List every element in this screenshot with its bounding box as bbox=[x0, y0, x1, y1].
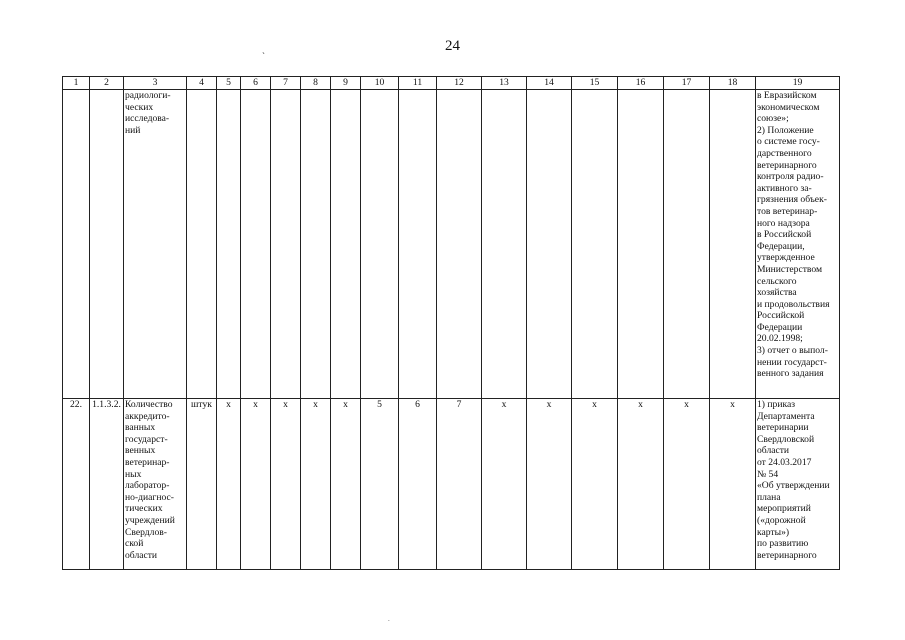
table-cell bbox=[301, 90, 331, 399]
value-cell: 6 bbox=[399, 399, 437, 570]
table-row-22 bbox=[63, 399, 840, 570]
cell-text-line: мероприятий bbox=[757, 503, 811, 515]
scan-speck: . bbox=[388, 615, 390, 623]
header-cell: 16 bbox=[618, 77, 664, 90]
value-cell: х bbox=[572, 399, 618, 570]
header-cell: 10 bbox=[361, 77, 399, 90]
page-number: 24 bbox=[445, 38, 460, 54]
table-cell bbox=[90, 90, 124, 399]
value-cell: 5 bbox=[361, 399, 399, 570]
cell-text-line: Департамента bbox=[757, 410, 815, 422]
cell-text-line: ветеринарии bbox=[757, 422, 809, 434]
header-cell: 3 bbox=[124, 77, 187, 90]
cell-text-line: тических bbox=[125, 503, 163, 515]
cell-text-line: в Евразийском bbox=[757, 90, 817, 101]
cell-text-line: ветеринарного bbox=[757, 159, 817, 171]
cell-text-line: Федерации bbox=[757, 321, 803, 333]
cell-text-line: карты») bbox=[757, 526, 790, 538]
header-cell: 6 bbox=[241, 77, 271, 90]
cell-text-line: ской bbox=[125, 538, 144, 550]
cell-text-line: радиологи- bbox=[125, 90, 171, 101]
cell-text-line: ветеринарного bbox=[757, 549, 817, 561]
cell-text-line: области bbox=[757, 445, 790, 457]
table-cell bbox=[482, 90, 527, 399]
item-code-cell: 1.1.3.2. bbox=[90, 399, 124, 570]
table-cell bbox=[664, 90, 710, 399]
header-cell: 9 bbox=[331, 77, 361, 90]
row-number-cell: 22. bbox=[63, 399, 90, 570]
cell-text-line: Федерации, bbox=[757, 240, 805, 252]
cell-text-line: учреждений bbox=[125, 514, 175, 526]
cell-text-line: венных bbox=[125, 445, 156, 457]
value-cell: х bbox=[527, 399, 572, 570]
header-cell: 7 bbox=[271, 77, 301, 90]
cell-text-line: лаборатор- bbox=[125, 480, 170, 492]
table-row-continuation bbox=[63, 90, 840, 399]
table-cell bbox=[331, 90, 361, 399]
source-document-cell bbox=[756, 399, 840, 570]
header-cell: 11 bbox=[399, 77, 437, 90]
table-cell bbox=[241, 90, 271, 399]
unit-cell: штук bbox=[187, 399, 217, 570]
header-cell: 5 bbox=[217, 77, 241, 90]
indicator-name-cell bbox=[124, 90, 187, 399]
cell-text-line: 2) Положение bbox=[757, 124, 814, 136]
table-cell bbox=[187, 90, 217, 399]
cell-text-line: («дорожной bbox=[757, 514, 806, 526]
cell-text-line: Министерством bbox=[757, 263, 823, 275]
table-cell bbox=[572, 90, 618, 399]
cell-text-line: о системе госу- bbox=[757, 136, 820, 148]
header-cell: 2 bbox=[90, 77, 124, 90]
cell-text-line: нении государст- bbox=[757, 356, 827, 368]
cell-text-line: дарственного bbox=[757, 147, 812, 159]
cell-text-line: ных bbox=[125, 468, 142, 480]
cell-text-line: государст- bbox=[125, 433, 168, 445]
cell-text-line: плана bbox=[757, 491, 781, 503]
header-cell: 13 bbox=[482, 77, 527, 90]
header-cell: 15 bbox=[572, 77, 618, 90]
table-cell bbox=[527, 90, 572, 399]
cell-text-line: Свердловской bbox=[757, 433, 815, 445]
value-cell: х bbox=[301, 399, 331, 570]
cell-text-line: по развитию bbox=[757, 538, 809, 550]
cell-text-line: области bbox=[125, 549, 158, 561]
cell-text-line: аккредито- bbox=[125, 410, 170, 422]
header-cell: 1 bbox=[63, 77, 90, 90]
value-cell: 7 bbox=[437, 399, 482, 570]
cell-text-line: 3) отчет о выпол- bbox=[757, 345, 828, 357]
cell-text-line: контроля радио- bbox=[757, 171, 824, 183]
cell-text-line: экономическом bbox=[757, 101, 820, 113]
header-cell: 14 bbox=[527, 77, 572, 90]
value-cell: х bbox=[217, 399, 241, 570]
cell-text-line: 20.02.1998; bbox=[757, 333, 803, 345]
cell-text-line: ний bbox=[125, 124, 141, 136]
header-cell: 17 bbox=[664, 77, 710, 90]
value-cell: х bbox=[710, 399, 756, 570]
cell-text-line: 1) приказ bbox=[757, 399, 796, 410]
cell-text-line: исследова- bbox=[125, 113, 170, 125]
cell-text-line: грязнения объек- bbox=[757, 194, 827, 206]
cell-text-line: Количество bbox=[125, 399, 173, 410]
cell-text-line: ванных bbox=[125, 422, 156, 434]
cell-text-line: тов ветеринар- bbox=[757, 205, 818, 217]
cell-text-line: № 54 bbox=[757, 468, 779, 480]
table-cell bbox=[361, 90, 399, 399]
cell-text-line: от 24.03.2017 bbox=[757, 456, 812, 468]
cell-text-line: в Российской bbox=[757, 229, 812, 241]
cell-text-line: утвержденное bbox=[757, 252, 815, 264]
value-cell: х bbox=[241, 399, 271, 570]
table-cell bbox=[437, 90, 482, 399]
cell-text-line: ческих bbox=[125, 101, 154, 113]
cell-text-line: венного задания bbox=[757, 368, 824, 380]
table-cell bbox=[217, 90, 241, 399]
cell-text-line: хозяйства bbox=[757, 287, 797, 299]
cell-text-line: ного надзора bbox=[757, 217, 810, 229]
header-cell: 12 bbox=[437, 77, 482, 90]
value-cell: х bbox=[664, 399, 710, 570]
cell-text-line: и продовольствия bbox=[757, 298, 830, 310]
header-cell: 18 bbox=[710, 77, 756, 90]
table-header-row bbox=[63, 77, 840, 90]
cell-text-line: ветеринар- bbox=[125, 456, 170, 468]
cell-text-line: Российской bbox=[757, 310, 805, 322]
table-cell bbox=[63, 90, 90, 399]
indicator-name-cell bbox=[124, 399, 187, 570]
header-cell: 19 bbox=[756, 77, 840, 90]
cell-text-line: «Об утверждении bbox=[757, 480, 830, 492]
header-cell: 8 bbox=[301, 77, 331, 90]
cell-text-line: но-диагнос- bbox=[125, 491, 174, 503]
header-cell: 4 bbox=[187, 77, 217, 90]
cell-text-line: Свердлов- bbox=[125, 526, 167, 538]
cell-text-line: активного за- bbox=[757, 182, 812, 194]
scan-speck: ` bbox=[262, 51, 265, 61]
value-cell: х bbox=[618, 399, 664, 570]
source-document-cell bbox=[756, 90, 840, 399]
data-table bbox=[62, 76, 840, 570]
cell-text-line: сельского bbox=[757, 275, 797, 287]
table-cell bbox=[271, 90, 301, 399]
table-cell bbox=[618, 90, 664, 399]
value-cell: х bbox=[331, 399, 361, 570]
table-cell bbox=[710, 90, 756, 399]
value-cell: х bbox=[482, 399, 527, 570]
value-cell: х bbox=[271, 399, 301, 570]
table-cell bbox=[399, 90, 437, 399]
cell-text-line: союзе»; bbox=[757, 113, 789, 125]
